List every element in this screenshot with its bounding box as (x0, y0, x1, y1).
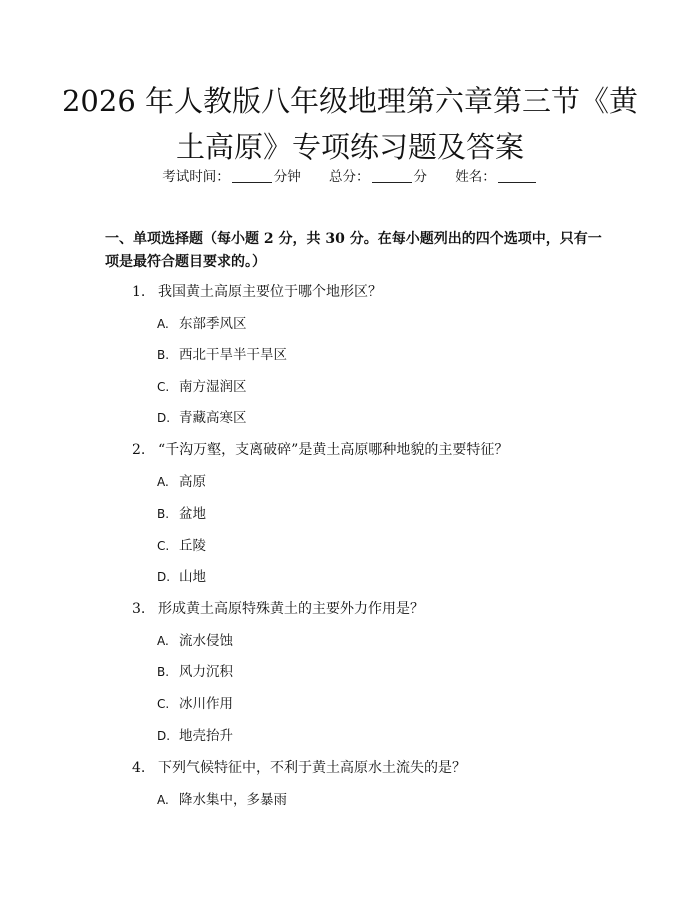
option-text: 山地 (179, 569, 206, 585)
option-text: 青藏高寒区 (179, 410, 247, 426)
question-1-option-a (157, 314, 247, 334)
option-letter: B. (157, 665, 170, 679)
option-letter: D. (157, 729, 171, 743)
total-score-label: 总分： (329, 169, 370, 185)
exam-info-line (0, 167, 700, 187)
total-score-field (329, 167, 427, 187)
question-1-option-d (157, 408, 247, 428)
question-text: 我国黄土高原主要位于哪个地形区？ (158, 284, 382, 300)
option-letter: C. (157, 539, 170, 553)
option-letter: A. (157, 793, 169, 807)
question-3 (132, 599, 424, 619)
question-number: 4. (132, 760, 146, 776)
question-number: 3. (132, 601, 146, 617)
option-letter: A. (157, 475, 169, 489)
question-4-option-a (157, 790, 287, 810)
question-2-option-d (157, 567, 206, 587)
question-1 (132, 282, 382, 302)
question-3-option-a (157, 631, 233, 651)
option-letter: B. (157, 348, 170, 362)
question-2-option-c (157, 536, 206, 556)
option-text: 高原 (179, 474, 206, 490)
student-name-blank (498, 169, 536, 183)
total-score-blank (372, 169, 412, 183)
total-score-unit: 分 (413, 169, 427, 185)
option-text: 丘陵 (179, 538, 206, 554)
section-heading: 一、单项选择题（每小题 2 分，共 30 分。在每小题列出的四个选项中，只有一项是最符合题目要求的。） (105, 231, 602, 270)
option-text: 南方湿润区 (179, 379, 247, 395)
exam-time-unit: 分钟 (273, 169, 301, 185)
option-text: 东部季风区 (179, 316, 247, 332)
option-text: 地壳抬升 (179, 728, 233, 744)
option-text: 流水侵蚀 (179, 633, 233, 649)
question-4 (132, 758, 466, 778)
question-3-option-d (157, 726, 233, 746)
question-text: 形成黄土高原特殊黄土的主要外力作用是？ (158, 601, 424, 617)
question-number: 1. (132, 284, 146, 300)
option-letter: D. (157, 411, 171, 425)
question-3-option-c (157, 694, 233, 714)
document-title: 2026 年人教版八年级地理第六章第三节《黄土高原》专项练习题及答案 (61, 84, 639, 164)
option-text: 冰川作用 (179, 696, 233, 712)
question-3-option-b (157, 662, 233, 682)
exam-time-field (162, 167, 301, 187)
question-2-option-a (157, 472, 206, 492)
exam-time-blank (232, 169, 272, 183)
question-text: 下列气候特征中，不利于黄土高原水土流失的是？ (158, 760, 466, 776)
option-letter: A. (157, 634, 169, 648)
option-text: 盆地 (179, 506, 206, 522)
option-letter: C. (157, 697, 170, 711)
option-letter: A. (157, 317, 169, 331)
question-1-option-b (157, 345, 287, 365)
option-text: 风力沉积 (179, 664, 233, 680)
question-text: “千沟万壑，支离破碎”是黄土高原哪种地貌的主要特征？ (158, 442, 509, 458)
exam-time-label: 考试时间： (162, 169, 230, 185)
question-number: 2. (132, 442, 146, 458)
option-letter: B. (157, 507, 170, 521)
question-2 (132, 440, 508, 460)
option-text: 西北干旱半干旱区 (179, 347, 287, 363)
student-name-field (455, 167, 538, 187)
student-name-label: 姓名： (455, 169, 496, 185)
option-letter: D. (157, 570, 171, 584)
option-letter: C. (157, 380, 170, 394)
question-2-option-b (157, 504, 206, 524)
question-1-option-c (157, 377, 247, 397)
option-text: 降水集中，多暴雨 (179, 792, 287, 808)
